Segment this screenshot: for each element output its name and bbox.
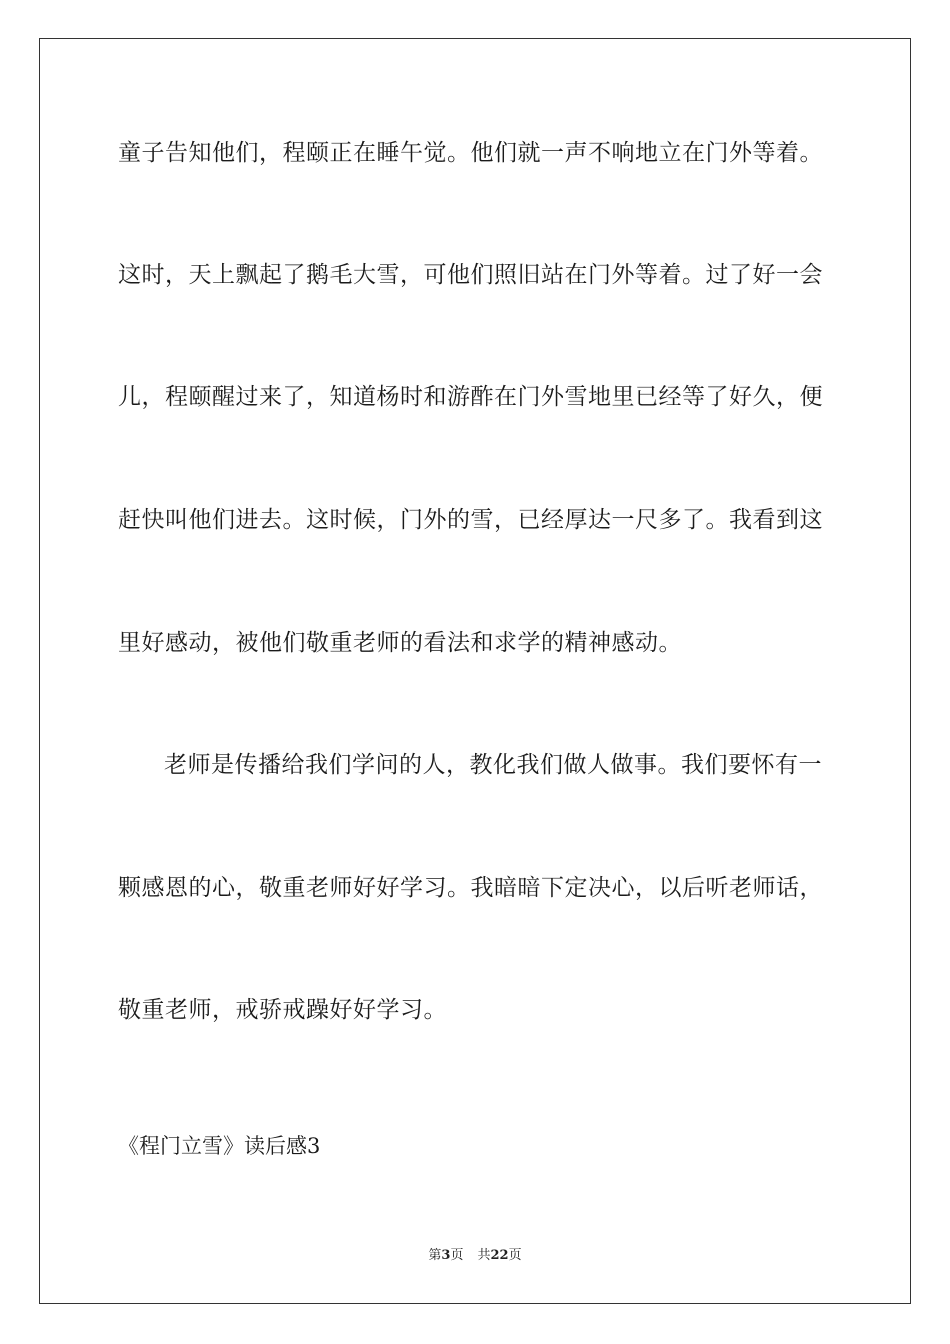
- body-line-3: 儿，程颐醒过来了，知道杨时和游酢在门外雪地里已经等了好久，便: [118, 384, 823, 410]
- body-line-6: 老师是传播给我们学问的人，教化我们做人做事。我们要怀有一: [164, 752, 822, 778]
- body-line-2: 这时，天上飘起了鹅毛大雪，可他们照旧站在门外等着。过了好一会: [118, 262, 823, 288]
- page-footer: [0, 1247, 950, 1265]
- total-prefix: 共: [477, 1248, 491, 1263]
- body-line-1: 童子告知他们，程颐正在睡午觉。他们就一声不响地立在门外等着。: [118, 140, 823, 166]
- body-line-5: 里好感动，被他们敬重老师的看法和求学的精神感动。: [118, 630, 682, 656]
- total-suffix: 页: [508, 1248, 522, 1263]
- body-line-7: 颗感恩的心，敬重老师好好学习。我暗暗下定决心，以后听老师话，: [118, 875, 823, 901]
- total-pages: 22: [490, 1248, 509, 1263]
- page-prefix: 第: [428, 1248, 442, 1263]
- page-border: [39, 38, 911, 1304]
- page-number: 3: [441, 1248, 451, 1263]
- body-line-4: 赶快叫他们进去。这时候，门外的雪，已经厚达一尺多了。我看到这: [118, 507, 823, 533]
- page-suffix: 页: [450, 1248, 464, 1263]
- section-title: 《程门立雪》读后感3: [118, 1134, 321, 1158]
- body-line-8: 敬重老师，戒骄戒躁好好学习。: [118, 997, 447, 1023]
